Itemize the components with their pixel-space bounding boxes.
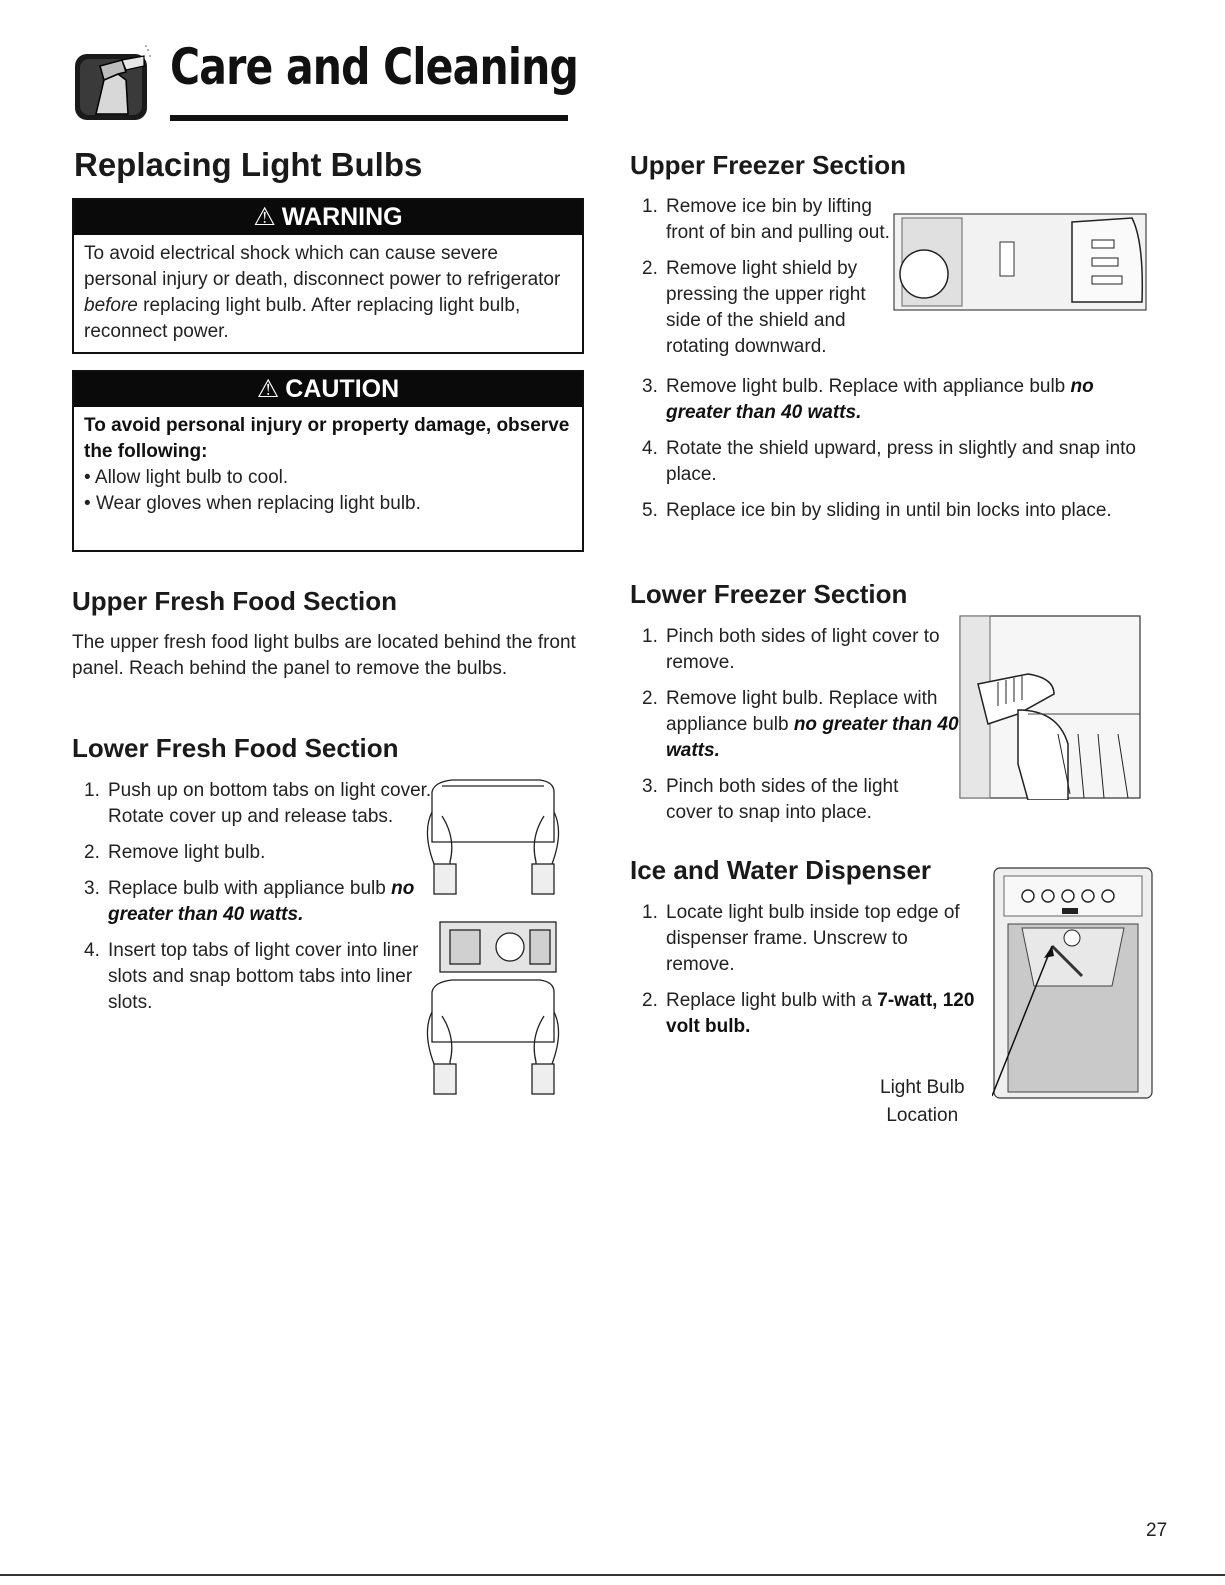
step-number: 2. <box>642 990 658 1011</box>
lower-freezer-illustration <box>958 614 1142 800</box>
step-number: 1. <box>642 626 658 647</box>
light-cover-removal-illustration <box>412 772 572 1112</box>
step-number: 3. <box>642 776 658 797</box>
step-number: 1. <box>84 780 100 801</box>
step-number: 2. <box>84 842 100 863</box>
step-emphasis: no greater than 40 watts. <box>108 878 415 925</box>
list-item <box>72 876 432 928</box>
step-emphasis: 7-watt, 120 volt bulb. <box>666 990 975 1037</box>
lower-freezer-title: Lower Freezer Section <box>630 579 908 609</box>
step-text: Replace ice bin by sliding in until bin locks into place. <box>666 500 1112 521</box>
list-item <box>630 774 936 826</box>
step-number: 2. <box>642 258 658 279</box>
step-text: Remove light bulb. <box>108 842 266 863</box>
upper-fresh-text: The upper fresh food light bulbs are located behind the front panel. Reach behind the panel to remove the bulbs. <box>72 632 576 679</box>
page-title: Replacing Light Bulbs <box>74 146 423 183</box>
list-item <box>630 686 960 764</box>
step-number: 3. <box>642 376 658 397</box>
warning-triangle-icon: ⚠ <box>253 203 276 231</box>
dispenser-steps <box>630 900 980 1050</box>
step-text: Remove light bulb. Replace with appliance bulb <box>666 688 938 735</box>
bottom-rule <box>0 1574 1225 1576</box>
warning-box <box>72 198 584 354</box>
list-item <box>630 988 980 1040</box>
step-text: Pinch both sides of light cover to remove. <box>666 626 940 673</box>
step-text: Insert top tabs of light cover into liner slots and snap bottom tabs into liner slots. <box>108 940 419 1013</box>
caution-bullet: • Allow light bulb to cool. <box>84 465 572 491</box>
list-item <box>630 436 1150 488</box>
list-item <box>72 840 432 866</box>
step-number: 4. <box>84 940 100 961</box>
step-text: Remove light shield by pressing the upper right side of the shield and rotating downward. <box>666 258 866 357</box>
list-item <box>72 938 432 1016</box>
caution-bullet: • Wear gloves when replacing light bulb. <box>84 491 572 517</box>
list-item <box>630 256 1150 360</box>
warning-text-part1: To avoid electrical shock which can cause severe personal injury or death, disconnect power to refrigerator <box>84 243 561 290</box>
list-item <box>72 778 432 830</box>
header-title: Care and Cleaning <box>170 38 579 96</box>
caution-heading <box>74 372 582 407</box>
caption-line: Location <box>886 1105 959 1126</box>
caption-line: Light Bulb <box>880 1077 965 1098</box>
step-text: Replace bulb with appliance bulb <box>108 878 392 899</box>
list-item <box>630 900 980 978</box>
lower-freezer-steps <box>630 624 960 836</box>
step-number: 2. <box>642 688 658 709</box>
step-text: Push up on bottom tabs on light cover. Rotate cover up and release tabs. <box>108 780 432 827</box>
upper-freezer-title: Upper Freezer Section <box>630 150 906 180</box>
step-number: 1. <box>642 902 658 923</box>
step-text: Pinch both sides of the light cover to snap into place. <box>666 776 899 823</box>
warning-text-italic: before <box>84 295 138 316</box>
step-text: Locate light bulb inside top edge of dispenser frame. Unscrew to remove. <box>666 902 960 975</box>
warning-heading-text: WARNING <box>281 203 403 231</box>
step-number: 4. <box>642 438 658 459</box>
list-item <box>630 624 960 676</box>
step-emphasis: no greater than 40 watts. <box>666 714 959 761</box>
upper-fresh-title: Upper Fresh Food Section <box>72 586 398 616</box>
warning-triangle-icon: ⚠ <box>256 375 280 403</box>
light-bulb-location-caption <box>880 1074 965 1130</box>
dispenser-title: Ice and Water Dispenser <box>630 855 932 885</box>
list-item <box>630 374 1150 426</box>
lower-fresh-steps <box>72 778 432 1026</box>
warning-text-part2: replacing light bulb. After replacing light bulb, reconnect power. <box>84 295 521 342</box>
list-item <box>630 498 1150 524</box>
step-text: Replace light bulb with a <box>666 990 878 1011</box>
caution-heading-text: CAUTION <box>285 375 400 403</box>
list-item <box>630 194 898 246</box>
warning-text <box>84 241 572 345</box>
caution-lead: To avoid personal injury or property damage, observe the following: <box>84 415 570 462</box>
page-number: 27 <box>1146 1520 1168 1541</box>
dispenser-illustration <box>992 866 1154 1100</box>
step-text: Rotate the shield upward, press in slightly and snap into place. <box>666 438 1136 485</box>
step-text: Remove ice bin by lifting front of bin and pulling out. <box>666 196 890 243</box>
step-number: 5. <box>642 500 658 521</box>
step-emphasis: no greater than 40 watts. <box>666 376 1094 423</box>
header-rule <box>170 115 568 121</box>
upper-freezer-steps-cont <box>630 374 1150 534</box>
step-number: 1. <box>642 196 658 217</box>
lower-fresh-title: Lower Fresh Food Section <box>72 733 399 763</box>
warning-heading <box>74 200 582 235</box>
step-number: 3. <box>84 878 100 899</box>
spray-bottle-icon <box>74 44 152 124</box>
step-text: Remove light bulb. Replace with appliance bulb <box>666 376 1071 397</box>
upper-freezer-steps <box>630 194 1150 370</box>
caution-box <box>72 370 584 552</box>
